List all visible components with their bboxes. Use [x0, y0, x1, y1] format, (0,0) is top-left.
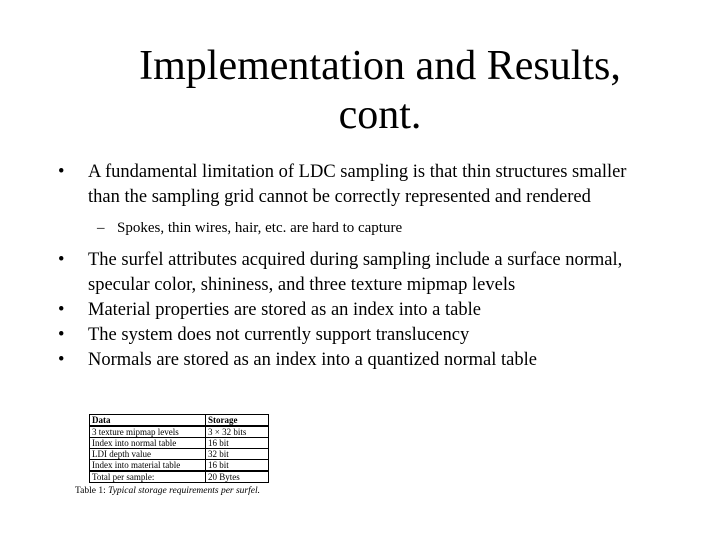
title-line-1: Implementation and Results,: [139, 43, 621, 89]
bullet-item: [0, 348, 720, 373]
bullet-item: [0, 248, 720, 298]
slide-title: [60, 42, 700, 140]
bullet-text: The system does not currently support translucency: [88, 325, 470, 345]
table-header-data: Data: [90, 415, 206, 427]
bullet-text: A fundamental limitation of LDC sampling is that thin structures smaller than the sampling grid cannot be correctly represented and rendered: [88, 162, 627, 207]
sub-bullet-marker: –: [97, 220, 105, 236]
bullet-marker: •: [58, 250, 65, 270]
table-cell: Index into material table: [90, 460, 206, 472]
table-cell: 3 texture mipmap levels: [90, 426, 206, 438]
table-cell: 32 bit: [206, 449, 269, 460]
table-row: [90, 460, 269, 472]
table-cell: 20 Bytes: [206, 471, 269, 483]
table-caption: [75, 486, 269, 496]
table-cell: 16 bit: [206, 438, 269, 449]
bullet-text: Normals are stored as an index into a quantized normal table: [88, 350, 537, 370]
table-row: [90, 438, 269, 449]
table-caption-text: Typical storage requirements per surfel.: [108, 486, 261, 496]
title-line-2: cont.: [338, 92, 422, 138]
table-header-row: [90, 415, 269, 427]
table-cell: LDI depth value: [90, 449, 206, 460]
bullet-text: The surfel attributes acquired during sampling include a surface normal, specular color, shininess, and three texture mipmap levels: [88, 250, 623, 295]
bullet-marker: •: [58, 162, 65, 182]
bullet-list: [0, 160, 720, 373]
table-caption-label: Table 1:: [75, 486, 106, 496]
bullet-marker: •: [58, 300, 65, 320]
bullet-item: [0, 323, 720, 348]
sub-bullet-text: Spokes, thin wires, hair, etc. are hard to capture: [117, 220, 403, 236]
table-cell: Total per sample:: [90, 471, 206, 483]
table-cell: 3 × 32 bits: [206, 426, 269, 438]
bullet-marker: •: [58, 350, 65, 370]
table-row: [90, 426, 269, 438]
bullet-item: [0, 160, 720, 210]
bullet-text: Material properties are stored as an index into a table: [88, 300, 481, 320]
table-row-total: [90, 471, 269, 483]
table-cell: 16 bit: [206, 460, 269, 472]
table-row: [90, 449, 269, 460]
storage-table: [89, 414, 269, 483]
storage-table-figure: [75, 414, 269, 496]
sub-bullet-item: [0, 218, 720, 238]
bullet-item: [0, 298, 720, 323]
table-cell: Index into normal table: [90, 438, 206, 449]
bullet-marker: •: [58, 325, 65, 345]
table-header-storage: Storage: [206, 415, 269, 427]
